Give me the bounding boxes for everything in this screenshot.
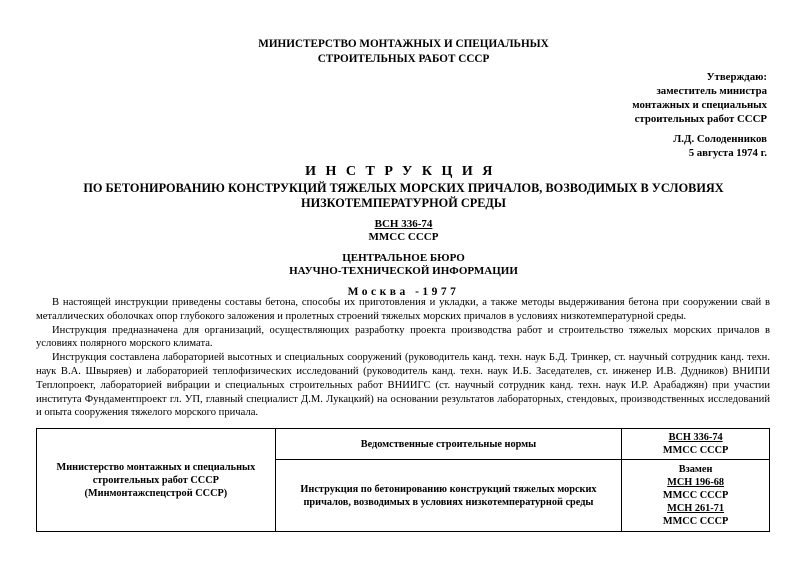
title-block	[30, 163, 777, 298]
approval-signer: Л.Д. Солоденников	[673, 133, 767, 145]
city-year: Москва -1977	[347, 286, 460, 298]
approval-block	[607, 70, 767, 160]
replaces-label: Взамен	[678, 464, 713, 475]
replaces-cell	[622, 460, 770, 532]
approval-line-4: строительных работ СССР	[634, 113, 767, 125]
document-code: ВСН 336-74	[374, 218, 433, 230]
document-heading: ИНСТРУКЦИЯ	[305, 164, 502, 179]
replaced-code-2: МСН 261-71	[667, 503, 725, 514]
instruction-title-line-2: причалов, возводимых в условиях низкотемпературной среды	[303, 496, 594, 508]
document-subtitle-line-2: НИЗКОТЕМПЕРАТУРНОЙ СРЕДЫ	[301, 196, 506, 210]
bureau-line-2: НАУЧНО-ТЕХНИЧЕСКОЙ ИНФОРМАЦИИ	[289, 265, 518, 277]
bureau-line-1: ЦЕНТРАЛЬНОЕ БЮРО	[342, 252, 465, 264]
approval-line-3: монтажных и специальных	[632, 99, 767, 111]
replaced-org-1: ММСС СССР	[662, 490, 729, 501]
issuer-cell	[37, 429, 276, 532]
document-org: ММСС СССР	[368, 231, 439, 243]
norms-type: Ведомственные строительные нормы	[360, 438, 537, 450]
replaced-code-1: МСН 196-68	[667, 477, 725, 488]
ministry-header	[0, 37, 807, 67]
approval-line-2: заместитель министра	[656, 85, 767, 97]
instruction-title-line-1: Инструкция по бетонированию конструкций тяжелых морских	[300, 483, 597, 495]
ministry-line-1: МИНИСТЕРСТВО МОНТАЖНЫХ И СПЕЦИАЛЬНЫХ	[258, 38, 549, 50]
approval-date: 5 августа 1974 г.	[688, 147, 767, 159]
paragraph-3: Инструкция составлена лабораторией высотных и специальных сооружений (руководитель канд. техн. наук Б.Д. Тринкер, ст. научный сотрудник канд. техн. наук В.А. Швыряев) и лабораторией теплофизических исследований (руководитель канд. техн. наук И.Б. Заседателев, ст. инженер И.В. Дудников) ВНИПИ Теплопроект, лабораторией вибрации и специальных строительных работ ВНИИГС (ст. научный сотрудник канд. техн. наук И.Р. Арабаджян) при участии института Фундаментпроект гл. УП, главный специалист Д.М. Лукацкий) на основании результатов лабораторных, стендовых, производственных исследований и опыта сооружения тяжелого морского причала.	[36, 352, 770, 419]
norms-table	[36, 428, 770, 532]
table-org: ММСС СССР	[662, 445, 729, 456]
issuer-line-2: строительных работ СССР	[92, 474, 219, 486]
table-code: ВСН 336-74	[668, 432, 723, 443]
body-text	[36, 296, 770, 420]
ministry-line-2: СТРОИТЕЛЬНЫХ РАБОТ СССР	[317, 53, 490, 65]
instruction-title-cell	[275, 460, 621, 532]
paragraph-2: Инструкция предназначена для организаций, осуществляющих разработку проекта производства работ и строительство тяжелых морских причалов в условиях полярного морского климата.	[36, 324, 770, 350]
code-cell	[622, 429, 770, 460]
approval-line-1: Утверждаю:	[706, 71, 767, 83]
issuer-line-3: (Минмонтажспецстрой СССР)	[84, 487, 228, 499]
norms-type-cell	[275, 429, 621, 460]
paragraph-1: В настоящей инструкции приведены составы бетона, способы их приготовления и укладки, а также методы выдерживания бетона при сооружении свай в металлических оболочках опор глубокого заложения и пролетных строений тяжелых морских причалов в условиях низкотемпературной среды.	[36, 297, 770, 322]
replaced-org-2: ММСС СССР	[662, 516, 729, 527]
issuer-line-1: Министерство монтажных и специальных	[56, 461, 256, 473]
document-subtitle-line-1: ПО БЕТОНИРОВАНИЮ КОНСТРУКЦИЙ ТЯЖЕЛЫХ МОРСКИХ ПРИЧАЛОВ, ВОЗВОДИМЫХ В УСЛОВИЯХ	[83, 181, 724, 195]
